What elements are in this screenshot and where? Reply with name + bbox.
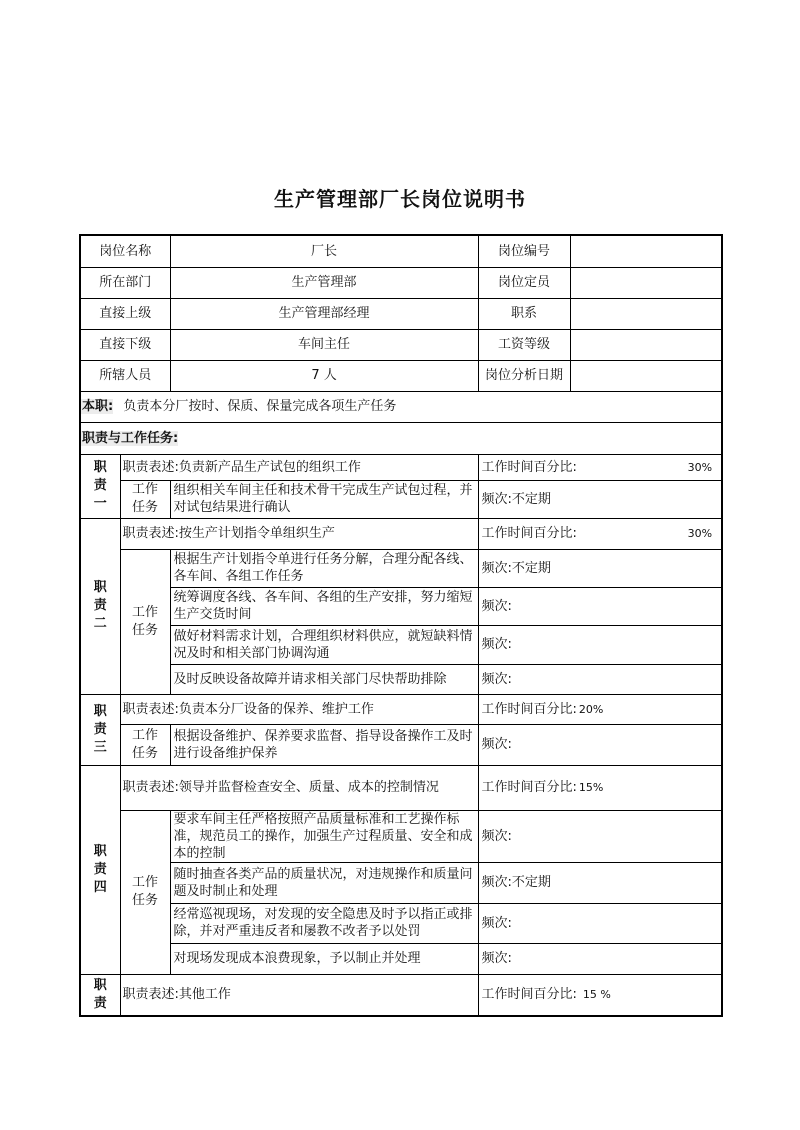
task-label: 工作 任务: [120, 549, 170, 694]
time-percent: 工作时间百分比: 30%: [478, 454, 722, 480]
task-frequency: 频次:不定期: [478, 862, 722, 903]
grade-label: 工资等级: [478, 329, 570, 360]
duty-description: 职责表述:领导并监督检查安全、质量、成本的控制情况: [120, 765, 478, 810]
task-frequency: 频次:: [478, 625, 722, 664]
position-code-value: [570, 235, 722, 267]
task-row: [80, 549, 722, 587]
info-row: [80, 329, 722, 360]
duty-description: 职责表述:负责新产品生产试包的组织工作: [120, 454, 478, 480]
position-code-label: 岗位编号: [478, 235, 570, 267]
duty-description: 职责表述:按生产计划指令单组织生产: [120, 518, 478, 549]
task-row: [80, 862, 722, 903]
task-frequency: 频次:: [478, 724, 722, 765]
duty-row: [80, 974, 722, 1016]
duty-label-1: 职 责 一: [80, 454, 120, 518]
page-title: 生产管理部厂长岗位说明书: [274, 187, 526, 211]
task-row: [80, 625, 722, 664]
task-row: [80, 903, 722, 943]
staff-label: 所辖人员: [80, 360, 170, 391]
task-frequency: 频次:不定期: [478, 480, 722, 518]
task-text: 统筹调度各线、各车间、各组的生产安排，努力缩短生产交货时间: [170, 587, 478, 625]
position-name-label: 岗位名称: [80, 235, 170, 267]
duty-label-5: 职 责: [80, 974, 120, 1016]
duty-row: [80, 765, 722, 810]
staff-value: 7 人: [170, 360, 478, 391]
info-row: [80, 298, 722, 329]
core-duty-label: 本职:: [82, 399, 114, 414]
task-frequency: 频次:: [478, 943, 722, 974]
section-label: 职责与工作任务:: [82, 430, 179, 446]
task-frequency: 频次:: [478, 664, 722, 694]
duty-row: [80, 454, 722, 480]
duty-description: 职责表述:负责本分厂设备的保养、维护工作: [120, 694, 478, 724]
task-row: [80, 943, 722, 974]
section-header-row: [80, 422, 722, 454]
task-text: 要求车间主任严格按照产品质量标准和工艺操作标准，规范员工的操作，加强生产过程质量、安全和成本的控制: [170, 810, 478, 862]
task-text: 随时抽查各类产品的质量状况，对违规操作和质量问题及时制止和处理: [170, 862, 478, 903]
duty-label-3: 职 责 三: [80, 694, 120, 765]
task-text: 经常巡视现场，对发现的安全隐患及时予以指正或排除，并对严重违反者和屡教不改者予以处罚: [170, 903, 478, 943]
department-value: 生产管理部: [170, 267, 478, 298]
headcount-label: 岗位定员: [478, 267, 570, 298]
task-label: 工作 任务: [120, 480, 170, 518]
task-row: [80, 480, 722, 518]
time-percent: 工作时间百分比: 15 %: [478, 974, 722, 1016]
task-text: 对现场发现成本浪费现象，予以制止并处理: [170, 943, 478, 974]
time-percent: 工作时间百分比: 20%: [478, 694, 722, 724]
duty-row: [80, 694, 722, 724]
task-text: 及时反映设备故障并请求相关部门尽快帮助排除: [170, 664, 478, 694]
analysis-date-label: 岗位分析日期: [478, 360, 570, 391]
grade-value: [570, 329, 722, 360]
position-name-value: 厂长: [170, 235, 478, 267]
analysis-date-value: [570, 360, 722, 391]
task-frequency: 频次:: [478, 810, 722, 862]
task-frequency: 频次:: [478, 903, 722, 943]
time-percent: 工作时间百分比: 15%: [478, 765, 722, 810]
subordinate-value: 车间主任: [170, 329, 478, 360]
task-frequency: 频次:: [478, 587, 722, 625]
task-text: 组织相关车间主任和技术骨干完成生产试包过程，并对试包结果进行确认: [170, 480, 478, 518]
info-row: [80, 360, 722, 391]
task-label: 工作 任务: [120, 724, 170, 765]
duty-label-4: 职 责 四: [80, 765, 120, 974]
duty-row: [80, 518, 722, 549]
task-text: 做好材料需求计划，合理组织材料供应，就短缺料情况及时和相关部门协调沟通: [170, 625, 478, 664]
task-row: [80, 664, 722, 694]
superior-label: 直接上级: [80, 298, 170, 329]
job-description-table: [79, 234, 723, 1017]
core-duty-row: [80, 391, 722, 422]
time-percent: 工作时间百分比: 30%: [478, 518, 722, 549]
core-duty-text: 负责本分厂按时、保质、保量完成各项生产任务: [123, 399, 397, 414]
info-row: [80, 235, 722, 267]
task-row: [80, 587, 722, 625]
duty-label-2: 职 责 二: [80, 518, 120, 694]
info-row: [80, 267, 722, 298]
headcount-value: [570, 267, 722, 298]
task-label: 工作 任务: [120, 810, 170, 974]
duty-description: 职责表述:其他工作: [120, 974, 478, 1016]
task-row: [80, 724, 722, 765]
subordinate-label: 直接下级: [80, 329, 170, 360]
task-text: 根据生产计划指令单进行任务分解，合理分配各线、各车间、各组工作任务: [170, 549, 478, 587]
task-text: 根据设备维护、保养要求监督、指导设备操作工及时进行设备维护保养: [170, 724, 478, 765]
department-label: 所在部门: [80, 267, 170, 298]
task-frequency: 频次:不定期: [478, 549, 722, 587]
superior-value: 生产管理部经理: [170, 298, 478, 329]
task-row: [80, 810, 722, 862]
job-family-label: 职系: [478, 298, 570, 329]
job-family-value: [570, 298, 722, 329]
